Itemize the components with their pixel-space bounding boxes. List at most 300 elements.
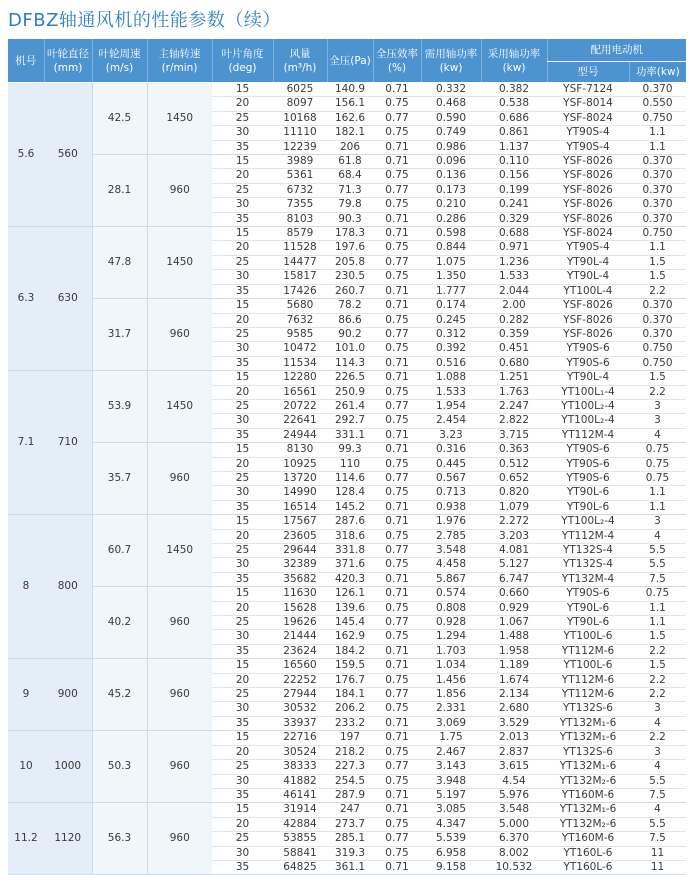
cell-total-pressure: 114.6 xyxy=(327,471,373,485)
cell-motor-power: 0.370 xyxy=(629,212,686,226)
cell-shaft-speed: 960 xyxy=(147,803,212,875)
cell-adopted-power: 2.680 xyxy=(481,702,547,716)
cell-efficiency: 0.77 xyxy=(373,832,421,846)
cell-efficiency: 0.77 xyxy=(373,544,421,558)
cell-efficiency: 0.75 xyxy=(373,673,421,687)
cell-airflow: 6025 xyxy=(273,83,327,97)
cell-total-pressure: 162.9 xyxy=(327,630,373,644)
cell-blade-angle: 15 xyxy=(212,83,273,97)
cell-adopted-power: 4.081 xyxy=(481,544,547,558)
cell-efficiency: 0.71 xyxy=(373,788,421,802)
cell-total-pressure: 226.5 xyxy=(327,371,373,385)
cell-adopted-power: 2.822 xyxy=(481,414,547,428)
cell-motor-power: 5.5 xyxy=(629,544,686,558)
cell-adopted-power: 0.512 xyxy=(481,457,547,471)
cell-blade-angle: 35 xyxy=(212,716,273,730)
cell-motor-power: 0.75 xyxy=(629,443,686,457)
cell-efficiency: 0.77 xyxy=(373,760,421,774)
cell-blade-angle: 25 xyxy=(212,255,273,269)
cell-adopted-power: 1.067 xyxy=(481,616,547,630)
cell-motor-power: 0.370 xyxy=(629,299,686,313)
cell-total-pressure: 420.3 xyxy=(327,572,373,586)
cell-total-pressure: 126.1 xyxy=(327,587,373,601)
cell-motor-power: 0.75 xyxy=(629,457,686,471)
cell-required-power: 1.777 xyxy=(421,284,481,298)
cell-efficiency: 0.75 xyxy=(373,385,421,399)
cell-adopted-power: 0.363 xyxy=(481,443,547,457)
header-airflow: 风量(m³/h) xyxy=(273,39,327,83)
cell-efficiency: 0.77 xyxy=(373,471,421,485)
cell-blade-angle: 35 xyxy=(212,140,273,154)
header-shaft-speed: 主轴转速(r/min) xyxy=(147,39,212,83)
cell-blade-angle: 15 xyxy=(212,155,273,169)
cell-airflow: 7355 xyxy=(273,198,327,212)
cell-blade-angle: 35 xyxy=(212,428,273,442)
cell-motor-type: YT100L₂-4 xyxy=(547,414,629,428)
cell-motor-power: 1.1 xyxy=(629,140,686,154)
cell-airflow: 24944 xyxy=(273,428,327,442)
cell-efficiency: 0.75 xyxy=(373,817,421,831)
cell-model-no: 8 xyxy=(8,515,44,659)
cell-airflow: 53855 xyxy=(273,832,327,846)
cell-motor-power: 0.370 xyxy=(629,183,686,197)
cell-motor-power: 0.750 xyxy=(629,227,686,241)
cell-required-power: 0.749 xyxy=(421,126,481,140)
cell-adopted-power: 1.079 xyxy=(481,500,547,514)
cell-adopted-power: 0.538 xyxy=(481,97,547,111)
cell-airflow: 11528 xyxy=(273,241,327,255)
cell-total-pressure: 371.6 xyxy=(327,558,373,572)
cell-motor-power: 4 xyxy=(629,529,686,543)
cell-required-power: 0.174 xyxy=(421,299,481,313)
cell-motor-power: 0.370 xyxy=(629,327,686,341)
cell-total-pressure: 110 xyxy=(327,457,373,471)
cell-total-pressure: 331.8 xyxy=(327,544,373,558)
cell-efficiency: 0.75 xyxy=(373,846,421,860)
cell-adopted-power: 1.236 xyxy=(481,255,547,269)
cell-adopted-power: 5.127 xyxy=(481,558,547,572)
cell-motor-power: 0.370 xyxy=(629,313,686,327)
cell-adopted-power: 1.958 xyxy=(481,644,547,658)
cell-motor-type: YT100L-6 xyxy=(547,659,629,673)
cell-total-pressure: 197.6 xyxy=(327,241,373,255)
cell-blade-angle: 20 xyxy=(212,241,273,255)
cell-required-power: 0.516 xyxy=(421,356,481,370)
cell-motor-power: 1.1 xyxy=(629,601,686,615)
cell-airflow: 10472 xyxy=(273,342,327,356)
cell-motor-type: YT90L-6 xyxy=(547,601,629,615)
cell-total-pressure: 197 xyxy=(327,731,373,745)
cell-airflow: 58841 xyxy=(273,846,327,860)
cell-efficiency: 0.71 xyxy=(373,371,421,385)
cell-motor-type: YSF-8026 xyxy=(547,299,629,313)
cell-motor-power: 4 xyxy=(629,760,686,774)
cell-blade-angle: 15 xyxy=(212,299,273,313)
cell-efficiency: 0.75 xyxy=(373,414,421,428)
cell-total-pressure: 250.9 xyxy=(327,385,373,399)
cell-adopted-power: 1.674 xyxy=(481,673,547,687)
cell-motor-type: YT112M-6 xyxy=(547,644,629,658)
table-row xyxy=(8,83,686,97)
cell-efficiency: 0.71 xyxy=(373,428,421,442)
cell-airflow: 31914 xyxy=(273,803,327,817)
cell-required-power: 0.286 xyxy=(421,212,481,226)
header-impeller-diameter: 叶轮直径(mm) xyxy=(44,39,92,83)
cell-adopted-power: 2.272 xyxy=(481,515,547,529)
cell-model-no: 7.1 xyxy=(8,371,44,515)
cell-motor-power: 1.1 xyxy=(629,500,686,514)
cell-airflow: 23624 xyxy=(273,644,327,658)
cell-efficiency: 0.71 xyxy=(373,83,421,97)
cell-total-pressure: 176.7 xyxy=(327,673,373,687)
cell-airflow: 20722 xyxy=(273,399,327,413)
cell-airflow: 6732 xyxy=(273,183,327,197)
table-row xyxy=(8,155,686,169)
cell-shaft-speed: 960 xyxy=(147,155,212,227)
cell-impeller-diameter: 900 xyxy=(44,659,92,731)
cell-adopted-power: 0.359 xyxy=(481,327,547,341)
cell-motor-type: YSF-8026 xyxy=(547,313,629,327)
cell-motor-type: YT160L-6 xyxy=(547,860,629,874)
cell-total-pressure: 205.8 xyxy=(327,255,373,269)
cell-adopted-power: 5.976 xyxy=(481,788,547,802)
cell-required-power: 0.808 xyxy=(421,601,481,615)
cell-motor-type: YT90S-6 xyxy=(547,457,629,471)
cell-adopted-power: 0.199 xyxy=(481,183,547,197)
cell-motor-type: YSF-8024 xyxy=(547,227,629,241)
cell-motor-type: YT132S-6 xyxy=(547,702,629,716)
cell-motor-power: 1.1 xyxy=(629,241,686,255)
cell-motor-type: YT90L-6 xyxy=(547,486,629,500)
cell-blade-angle: 25 xyxy=(212,471,273,485)
cell-motor-type: YT100L₁-4 xyxy=(547,385,629,399)
cell-tip-speed: 53.9 xyxy=(92,371,147,443)
page-title: DFBZ轴通风机的性能参数（续） xyxy=(8,10,281,31)
cell-blade-angle: 20 xyxy=(212,601,273,615)
cell-blade-angle: 25 xyxy=(212,544,273,558)
cell-shaft-speed: 1450 xyxy=(147,515,212,587)
cell-total-pressure: 71.3 xyxy=(327,183,373,197)
table-row xyxy=(8,443,686,457)
cell-motor-power: 1.5 xyxy=(629,255,686,269)
cell-efficiency: 0.71 xyxy=(373,860,421,874)
cell-total-pressure: 86.6 xyxy=(327,313,373,327)
cell-airflow: 12280 xyxy=(273,371,327,385)
cell-blade-angle: 25 xyxy=(212,688,273,702)
cell-motor-type: YSF-8026 xyxy=(547,183,629,197)
cell-adopted-power: 0.652 xyxy=(481,471,547,485)
cell-motor-power: 0.750 xyxy=(629,356,686,370)
cell-motor-power: 1.5 xyxy=(629,270,686,284)
cell-motor-power: 5.5 xyxy=(629,774,686,788)
cell-shaft-speed: 960 xyxy=(147,299,212,371)
cell-airflow: 35682 xyxy=(273,572,327,586)
cell-motor-type: YT90L-4 xyxy=(547,371,629,385)
cell-required-power: 1.976 xyxy=(421,515,481,529)
cell-tip-speed: 40.2 xyxy=(92,587,147,659)
cell-efficiency: 0.77 xyxy=(373,688,421,702)
cell-adopted-power: 1.189 xyxy=(481,659,547,673)
cell-motor-type: YT132S-6 xyxy=(547,745,629,759)
cell-shaft-speed: 960 xyxy=(147,731,212,803)
cell-total-pressure: 101.0 xyxy=(327,342,373,356)
cell-required-power: 3.069 xyxy=(421,716,481,730)
cell-required-power: 0.598 xyxy=(421,227,481,241)
cell-blade-angle: 25 xyxy=(212,399,273,413)
cell-motor-power: 3 xyxy=(629,414,686,428)
cell-total-pressure: 114.3 xyxy=(327,356,373,370)
cell-total-pressure: 99.3 xyxy=(327,443,373,457)
cell-required-power: 5.867 xyxy=(421,572,481,586)
cell-motor-power: 11 xyxy=(629,846,686,860)
cell-blade-angle: 35 xyxy=(212,212,273,226)
cell-shaft-speed: 960 xyxy=(147,659,212,731)
cell-blade-angle: 30 xyxy=(212,702,273,716)
cell-airflow: 21444 xyxy=(273,630,327,644)
cell-blade-angle: 30 xyxy=(212,486,273,500)
header-model-no: 机号 xyxy=(8,39,44,83)
cell-total-pressure: 145.4 xyxy=(327,616,373,630)
cell-required-power: 2.785 xyxy=(421,529,481,543)
cell-blade-angle: 15 xyxy=(212,731,273,745)
cell-motor-power: 0.370 xyxy=(629,169,686,183)
cell-total-pressure: 90.2 xyxy=(327,327,373,341)
cell-required-power: 1.75 xyxy=(421,731,481,745)
cell-motor-type: YT90S-6 xyxy=(547,443,629,457)
cell-tip-speed: 56.3 xyxy=(92,803,147,875)
cell-adopted-power: 0.971 xyxy=(481,241,547,255)
cell-required-power: 0.136 xyxy=(421,169,481,183)
cell-adopted-power: 0.861 xyxy=(481,126,547,140)
cell-required-power: 1.034 xyxy=(421,659,481,673)
cell-motor-type: YSF-8026 xyxy=(547,327,629,341)
cell-adopted-power: 3.529 xyxy=(481,716,547,730)
cell-adopted-power: 2.013 xyxy=(481,731,547,745)
cell-blade-angle: 15 xyxy=(212,227,273,241)
cell-adopted-power: 2.044 xyxy=(481,284,547,298)
cell-blade-angle: 15 xyxy=(212,443,273,457)
cell-required-power: 3.23 xyxy=(421,428,481,442)
cell-airflow: 29644 xyxy=(273,544,327,558)
cell-total-pressure: 292.7 xyxy=(327,414,373,428)
cell-motor-type: YT160L-6 xyxy=(547,846,629,860)
cell-motor-type: YT112M-6 xyxy=(547,688,629,702)
cell-efficiency: 0.77 xyxy=(373,111,421,125)
cell-efficiency: 0.77 xyxy=(373,616,421,630)
cell-blade-angle: 20 xyxy=(212,313,273,327)
cell-total-pressure: 184.2 xyxy=(327,644,373,658)
table-row xyxy=(8,371,686,385)
cell-adopted-power: 3.715 xyxy=(481,428,547,442)
cell-required-power: 2.454 xyxy=(421,414,481,428)
cell-motor-power: 3 xyxy=(629,702,686,716)
cell-motor-type: YT90S-6 xyxy=(547,587,629,601)
header-total-pressure: 全压(Pa) xyxy=(327,39,373,83)
cell-blade-angle: 30 xyxy=(212,774,273,788)
cell-adopted-power: 2.247 xyxy=(481,399,547,413)
cell-tip-speed: 47.8 xyxy=(92,227,147,299)
cell-motor-power: 5.5 xyxy=(629,817,686,831)
cell-blade-angle: 20 xyxy=(212,97,273,111)
cell-efficiency: 0.75 xyxy=(373,774,421,788)
cell-total-pressure: 254.5 xyxy=(327,774,373,788)
cell-total-pressure: 206.2 xyxy=(327,702,373,716)
cell-efficiency: 0.75 xyxy=(373,745,421,759)
cell-total-pressure: 128.4 xyxy=(327,486,373,500)
cell-blade-angle: 35 xyxy=(212,284,273,298)
cell-required-power: 0.986 xyxy=(421,140,481,154)
cell-airflow: 17426 xyxy=(273,284,327,298)
cell-model-no: 6.3 xyxy=(8,227,44,371)
cell-adopted-power: 0.660 xyxy=(481,587,547,601)
cell-motor-power: 2.2 xyxy=(629,644,686,658)
cell-motor-power: 3 xyxy=(629,745,686,759)
cell-total-pressure: 218.2 xyxy=(327,745,373,759)
table-row xyxy=(8,227,686,241)
cell-motor-power: 2.2 xyxy=(629,731,686,745)
cell-efficiency: 0.71 xyxy=(373,716,421,730)
cell-total-pressure: 260.7 xyxy=(327,284,373,298)
cell-total-pressure: 139.6 xyxy=(327,601,373,615)
cell-airflow: 3989 xyxy=(273,155,327,169)
cell-required-power: 4.347 xyxy=(421,817,481,831)
cell-motor-type: YT112M-6 xyxy=(547,673,629,687)
cell-required-power: 0.574 xyxy=(421,587,481,601)
header-efficiency: 全压效率(%) xyxy=(373,39,421,83)
cell-total-pressure: 247 xyxy=(327,803,373,817)
cell-motor-power: 2.2 xyxy=(629,385,686,399)
cell-tip-speed: 50.3 xyxy=(92,731,147,803)
cell-total-pressure: 273.7 xyxy=(327,817,373,831)
cell-efficiency: 0.71 xyxy=(373,500,421,514)
cell-airflow: 11110 xyxy=(273,126,327,140)
cell-required-power: 1.856 xyxy=(421,688,481,702)
cell-adopted-power: 0.241 xyxy=(481,198,547,212)
cell-total-pressure: 79.8 xyxy=(327,198,373,212)
header-adopted-power: 采用轴功率(kw) xyxy=(481,39,547,83)
cell-required-power: 1.294 xyxy=(421,630,481,644)
cell-blade-angle: 25 xyxy=(212,832,273,846)
cell-efficiency: 0.75 xyxy=(373,601,421,615)
table-row xyxy=(8,803,686,817)
cell-required-power: 0.844 xyxy=(421,241,481,255)
cell-blade-angle: 30 xyxy=(212,126,273,140)
cell-required-power: 0.590 xyxy=(421,111,481,125)
cell-total-pressure: 61.8 xyxy=(327,155,373,169)
cell-adopted-power: 0.156 xyxy=(481,169,547,183)
cell-airflow: 32389 xyxy=(273,558,327,572)
cell-efficiency: 0.75 xyxy=(373,342,421,356)
cell-motor-type: YSF-8026 xyxy=(547,198,629,212)
cell-motor-type: YT132M₁-6 xyxy=(547,716,629,730)
cell-adopted-power: 2.00 xyxy=(481,299,547,313)
cell-tip-speed: 31.7 xyxy=(92,299,147,371)
cell-motor-power: 7.5 xyxy=(629,788,686,802)
cell-efficiency: 0.71 xyxy=(373,644,421,658)
cell-motor-power: 0.370 xyxy=(629,83,686,97)
cell-required-power: 0.928 xyxy=(421,616,481,630)
cell-motor-power: 1.1 xyxy=(629,126,686,140)
cell-required-power: 4.458 xyxy=(421,558,481,572)
cell-motor-type: YT112M-4 xyxy=(547,529,629,543)
cell-motor-type: YSF-8026 xyxy=(547,212,629,226)
table-row xyxy=(8,659,686,673)
cell-efficiency: 0.71 xyxy=(373,356,421,370)
header-motor-type: 型号 xyxy=(547,62,629,83)
cell-required-power: 3.143 xyxy=(421,760,481,774)
cell-blade-angle: 30 xyxy=(212,558,273,572)
cell-blade-angle: 35 xyxy=(212,644,273,658)
cell-airflow: 22716 xyxy=(273,731,327,745)
cell-motor-type: YT90L-6 xyxy=(547,616,629,630)
cell-adopted-power: 6.370 xyxy=(481,832,547,846)
cell-motor-type: YT90L-4 xyxy=(547,270,629,284)
cell-blade-angle: 20 xyxy=(212,529,273,543)
cell-total-pressure: 285.1 xyxy=(327,832,373,846)
cell-tip-speed: 60.7 xyxy=(92,515,147,587)
cell-blade-angle: 15 xyxy=(212,515,273,529)
cell-blade-angle: 15 xyxy=(212,803,273,817)
cell-efficiency: 0.75 xyxy=(373,486,421,500)
cell-airflow: 19626 xyxy=(273,616,327,630)
cell-blade-angle: 20 xyxy=(212,457,273,471)
cell-blade-angle: 35 xyxy=(212,788,273,802)
cell-blade-angle: 20 xyxy=(212,385,273,399)
cell-adopted-power: 0.451 xyxy=(481,342,547,356)
cell-adopted-power: 0.282 xyxy=(481,313,547,327)
cell-airflow: 10925 xyxy=(273,457,327,471)
cell-required-power: 2.467 xyxy=(421,745,481,759)
cell-shaft-speed: 1450 xyxy=(147,83,212,155)
cell-adopted-power: 4.54 xyxy=(481,774,547,788)
cell-efficiency: 0.71 xyxy=(373,587,421,601)
cell-adopted-power: 1.251 xyxy=(481,371,547,385)
cell-motor-type: YT90S-4 xyxy=(547,140,629,154)
cell-required-power: 9.158 xyxy=(421,860,481,874)
cell-airflow: 8097 xyxy=(273,97,327,111)
cell-airflow: 9585 xyxy=(273,327,327,341)
cell-required-power: 0.210 xyxy=(421,198,481,212)
cell-efficiency: 0.75 xyxy=(373,97,421,111)
cell-total-pressure: 90.3 xyxy=(327,212,373,226)
cell-motor-type: YT132M₂-6 xyxy=(547,817,629,831)
cell-motor-type: YSF-7124 xyxy=(547,83,629,97)
cell-motor-type: YT90S-4 xyxy=(547,241,629,255)
cell-adopted-power: 6.747 xyxy=(481,572,547,586)
cell-adopted-power: 1.533 xyxy=(481,270,547,284)
cell-adopted-power: 0.686 xyxy=(481,111,547,125)
cell-model-no: 11.2 xyxy=(8,803,44,875)
cell-total-pressure: 206 xyxy=(327,140,373,154)
cell-blade-angle: 25 xyxy=(212,111,273,125)
cell-motor-type: YT90L-6 xyxy=(547,500,629,514)
cell-motor-type: YT132M-4 xyxy=(547,572,629,586)
cell-required-power: 0.445 xyxy=(421,457,481,471)
cell-blade-angle: 35 xyxy=(212,860,273,874)
cell-efficiency: 0.71 xyxy=(373,443,421,457)
cell-motor-power: 7.5 xyxy=(629,832,686,846)
cell-total-pressure: 159.5 xyxy=(327,659,373,673)
cell-blade-angle: 15 xyxy=(212,371,273,385)
cell-efficiency: 0.75 xyxy=(373,457,421,471)
cell-airflow: 15628 xyxy=(273,601,327,615)
cell-required-power: 3.085 xyxy=(421,803,481,817)
cell-tip-speed: 35.7 xyxy=(92,443,147,515)
cell-motor-power: 0.750 xyxy=(629,342,686,356)
cell-motor-type: YT132M₂-6 xyxy=(547,774,629,788)
cell-blade-angle: 25 xyxy=(212,327,273,341)
cell-airflow: 30524 xyxy=(273,745,327,759)
